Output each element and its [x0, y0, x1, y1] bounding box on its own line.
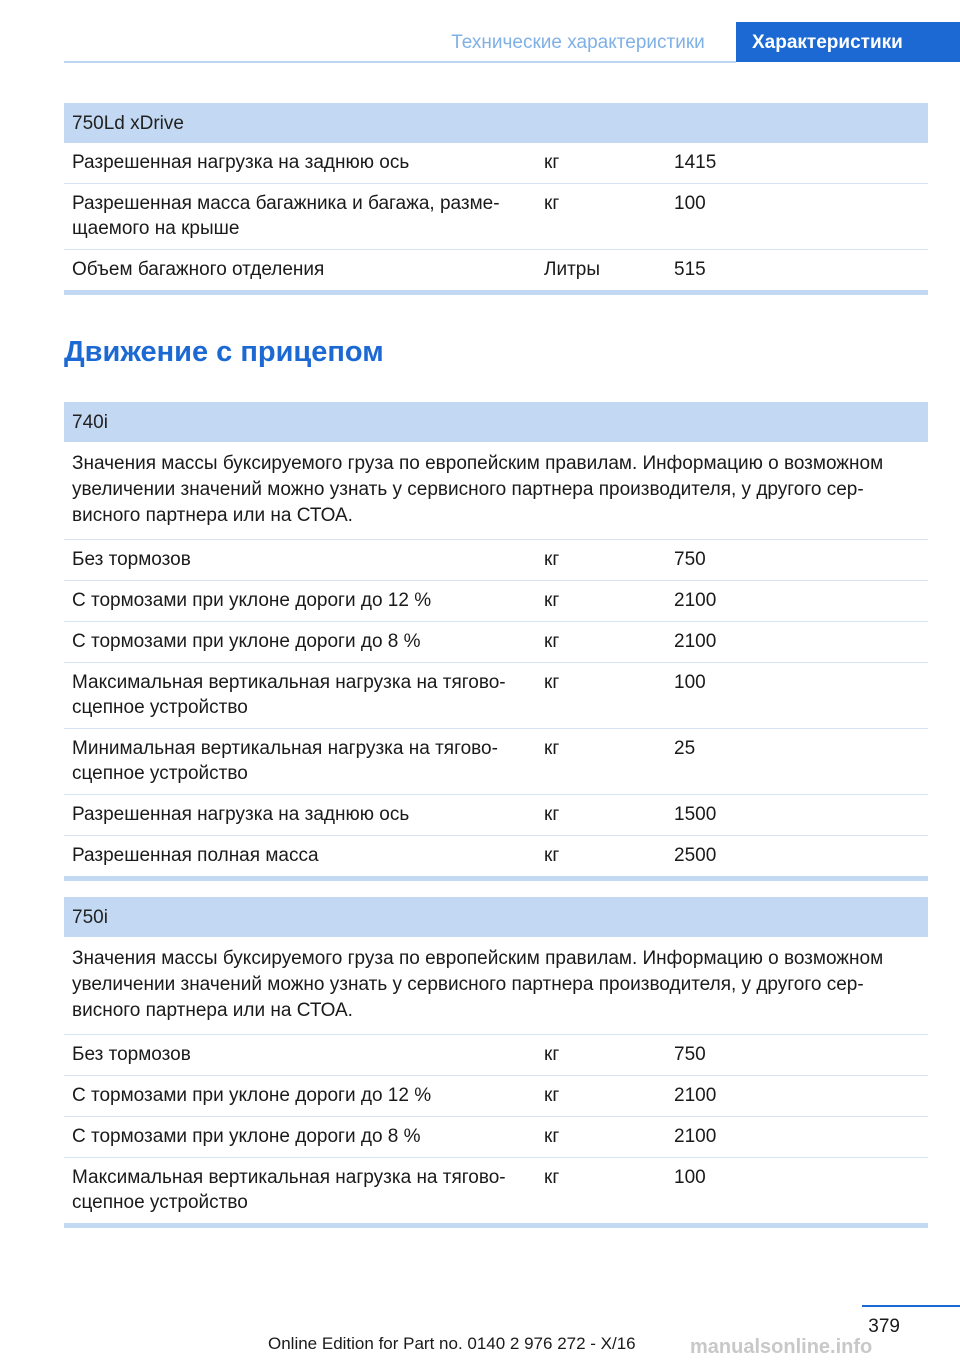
row-value: 1415: [674, 152, 717, 173]
table-row: [64, 581, 928, 622]
chapter-tab: Характеристики: [736, 22, 960, 62]
row-value: 515: [674, 259, 706, 280]
row-label: Разрешенная масса багажника и багажа, разме‐ щаемого на крыше: [72, 193, 500, 239]
table-row: [64, 729, 928, 795]
table-row: [64, 795, 928, 836]
table-row: [64, 1158, 928, 1223]
row-value: 750: [674, 1044, 706, 1065]
row-unit: кг: [544, 152, 560, 173]
table-end-bar: [64, 876, 928, 881]
row-unit: кг: [544, 631, 560, 652]
row-value: 2100: [674, 631, 717, 652]
row-label: С тормозами при уклоне дороги до 8 %: [72, 1126, 421, 1147]
table-row: [64, 184, 928, 250]
section-title: Технические характеристики: [451, 32, 705, 53]
row-unit: кг: [544, 1085, 560, 1106]
row-value: 25: [674, 738, 696, 759]
row-unit: кг: [544, 1167, 560, 1188]
row-label: Минимальная вертикальная нагрузка на тягово‐ сцепное устройство: [72, 738, 498, 784]
table-end-bar: [64, 1223, 928, 1228]
row-unit: кг: [544, 549, 560, 570]
table-end-bar: [64, 290, 928, 295]
row-label: Разрешенная полная масса: [72, 845, 319, 866]
header-rule: [64, 61, 736, 63]
row-label: С тормозами при уклоне дороги до 12 %: [72, 590, 432, 611]
page-number: 379: [868, 1316, 900, 1337]
table-750i: [64, 897, 928, 1228]
table-row: [64, 622, 928, 663]
row-label: Разрешенная нагрузка на заднюю ось: [72, 804, 410, 825]
table-row: [64, 143, 928, 184]
row-unit: кг: [544, 672, 560, 693]
row-value: 2100: [674, 590, 717, 611]
page-header: [0, 22, 960, 62]
row-unit: кг: [544, 193, 560, 214]
row-label: С тормозами при уклоне дороги до 12 %: [72, 1085, 432, 1106]
table-row: [64, 836, 928, 876]
table-row: [64, 250, 928, 290]
row-label: Максимальная вертикальная нагрузка на тягово‐ сцепное устройство: [72, 672, 506, 718]
row-value: 2500: [674, 845, 717, 866]
row-label: С тормозами при уклоне дороги до 8 %: [72, 631, 421, 652]
model-header: 750i: [64, 897, 928, 937]
edition-line: Online Edition for Part no. 0140 2 976 272 - X/16: [268, 1334, 636, 1353]
row-unit: кг: [544, 804, 560, 825]
row-label: Объем багажного отделения: [72, 259, 325, 280]
table-750ld-xdrive: [64, 103, 928, 295]
section-heading: Движение с прицепом: [64, 336, 384, 368]
row-label: Без тормозов: [72, 549, 191, 570]
watermark: manualsonline.info: [690, 1336, 873, 1358]
row-label: Максимальная вертикальная нагрузка на тягово‐ сцепное устройство: [72, 1167, 506, 1213]
row-label: Без тормозов: [72, 1044, 191, 1065]
row-unit: кг: [544, 738, 560, 759]
footer-rule: [862, 1305, 960, 1307]
row-unit: Литры: [544, 259, 601, 280]
model-header: 750Ld xDrive: [64, 103, 928, 143]
model-header: 740i: [64, 402, 928, 442]
table-row: [64, 1035, 928, 1076]
row-unit: кг: [544, 590, 560, 611]
row-value: 100: [674, 672, 706, 693]
row-value: 100: [674, 193, 706, 214]
table-row: [64, 1117, 928, 1158]
row-value: 1500: [674, 804, 717, 825]
table-row: [64, 663, 928, 729]
row-label: Разрешенная нагрузка на заднюю ось: [72, 152, 410, 173]
row-value: 2100: [674, 1126, 717, 1147]
table-row: [64, 1076, 928, 1117]
table-row: [64, 540, 928, 581]
table-note: Значения массы буксируемого груза по европейским правилам. Информацию о возможном увеличении значений можно узнать у сервисного партнера производителя, у другого сер‐висного партнера или на СТОА.: [64, 937, 928, 1035]
row-value: 750: [674, 549, 706, 570]
row-value: 2100: [674, 1085, 717, 1106]
table-740i: [64, 402, 928, 881]
table-note: Значения массы буксируемого груза по европейским правилам. Информацию о возможном увеличении значений можно узнать у сервисного партнера производителя, у другого сер‐висного партнера или на СТОА.: [64, 442, 928, 540]
row-value: 100: [674, 1167, 706, 1188]
row-unit: кг: [544, 1044, 560, 1065]
row-unit: кг: [544, 845, 560, 866]
row-unit: кг: [544, 1126, 560, 1147]
